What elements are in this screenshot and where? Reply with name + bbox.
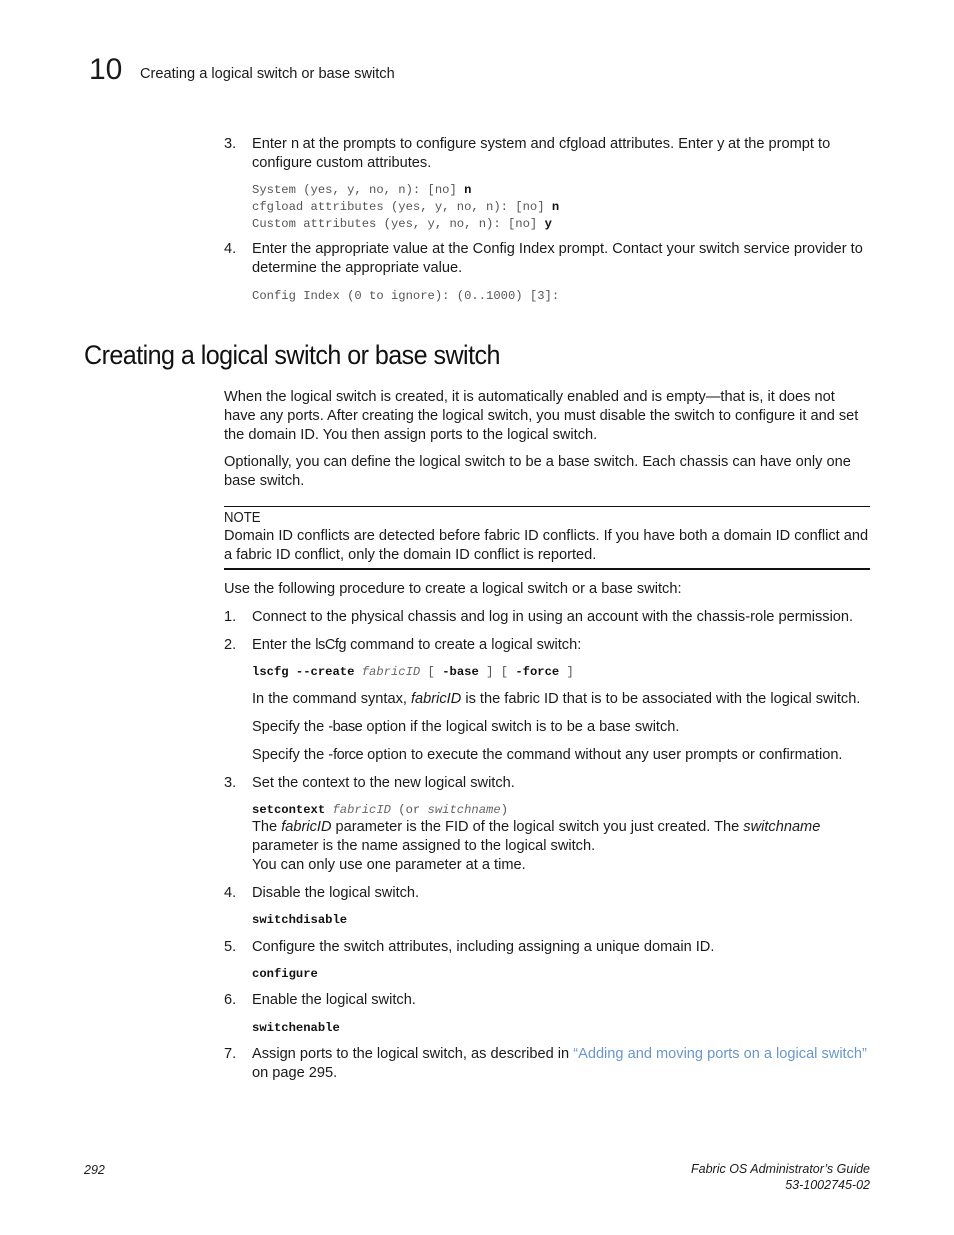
step-number: 5.	[224, 939, 237, 955]
step-number: 2.	[224, 637, 237, 653]
page-number: 292	[84, 1163, 105, 1177]
keyword-y: y	[717, 136, 724, 152]
code-block: setcontext fabricID (or switchname)	[252, 803, 509, 817]
step-text: Enter the appropriate value at the Config Index prompt. Contact your switch service provider to determine the appropriate value.	[252, 241, 863, 276]
code-block: Config Index (0 to ignore): (0..1000) [3]:	[252, 289, 560, 303]
step-detail: Specify the -force option to execute the command without any user prompts or confirmation.	[252, 747, 843, 763]
step-text: Connect to the physical chassis and log in using an account with the chassis-role permission.	[252, 609, 854, 625]
note-text: Domain ID conflicts are detected before fabric ID conflicts. If you have both a domain ID conflict and a fabric ID conflict, only the domain ID conflict is reported.	[224, 528, 869, 563]
step-detail: Specify the -base option if the logical switch is to be a base switch.	[252, 719, 680, 735]
step-detail: In the command syntax, fabricID is the fabric ID that is to be associated with the logical switch.	[252, 691, 861, 707]
step-detail: The fabricID parameter is the FID of the logical switch you just created. The switchname parameter is the name assigned to the logical switch.	[252, 819, 821, 854]
paragraph: Optionally, you can define the logical switch to be a base switch. Each chassis can have only one base switch.	[224, 454, 851, 489]
keyword-n: n	[290, 136, 299, 152]
footer-doc-info	[691, 1161, 870, 1193]
step-text: Enter n at the prompts to configure system and cfgload attributes. Enter y at the prompt to configure custom attributes.	[252, 136, 831, 171]
step-number: 6.	[224, 992, 237, 1008]
step-text: Enable the logical switch.	[252, 992, 416, 1008]
procedure-intro: Use the following procedure to create a logical switch or a base switch:	[224, 581, 682, 597]
step-number: 3.	[224, 136, 237, 152]
step-text: Enter the lsCfg command to create a logical switch:	[252, 637, 582, 653]
paragraph: When the logical switch is created, it is automatically enabled and is empty—that is, it does not have any ports. After creating the logical switch, you must disable the switch to configure it and set the domain ID. You then assign ports to the logical switch.	[224, 389, 859, 443]
chapter-title: Creating a logical switch or base switch	[140, 66, 395, 82]
step-text: Disable the logical switch.	[252, 885, 420, 901]
note-top-rule	[224, 506, 870, 507]
step-number: 7.	[224, 1046, 237, 1062]
step-number: 4.	[224, 241, 237, 257]
code-block: configure	[252, 967, 318, 981]
guide-title: Fabric OS Administrator’s Guide	[691, 1162, 870, 1176]
cross-reference-link[interactable]: “Adding and moving ports on a logical switch”	[573, 1046, 867, 1062]
code-block: switchdisable	[252, 913, 348, 927]
section-heading: Creating a logical switch or base switch	[84, 340, 500, 370]
note-bottom-rule	[224, 568, 870, 570]
chapter-number: 10	[89, 53, 123, 86]
code-block: switchenable	[252, 1021, 340, 1035]
step-number: 3.	[224, 775, 237, 791]
step-number: 4.	[224, 885, 237, 901]
step-detail: You can only use one parameter at a time.	[252, 857, 526, 873]
code-block: System (yes, y, no, n): [no] n cfgload attributes (yes, y, no, n): [no] n Custom attributes (yes, y, no, n): [no] y	[252, 183, 560, 231]
step-text: Assign ports to the logical switch, as described in “Adding and moving ports on a logical switch” on page 295.	[252, 1046, 867, 1081]
code-block: lscfg --create fabricID [ -base ] [ -force ]	[252, 665, 574, 679]
command-name: lsCfg	[315, 637, 347, 653]
step-number: 1.	[224, 609, 237, 625]
note-label: NOTE	[224, 510, 261, 526]
doc-number: 53-1002745-02	[785, 1178, 870, 1192]
step-text: Configure the switch attributes, including assigning a unique domain ID.	[252, 939, 715, 955]
step-text: Set the context to the new logical switch.	[252, 775, 515, 791]
